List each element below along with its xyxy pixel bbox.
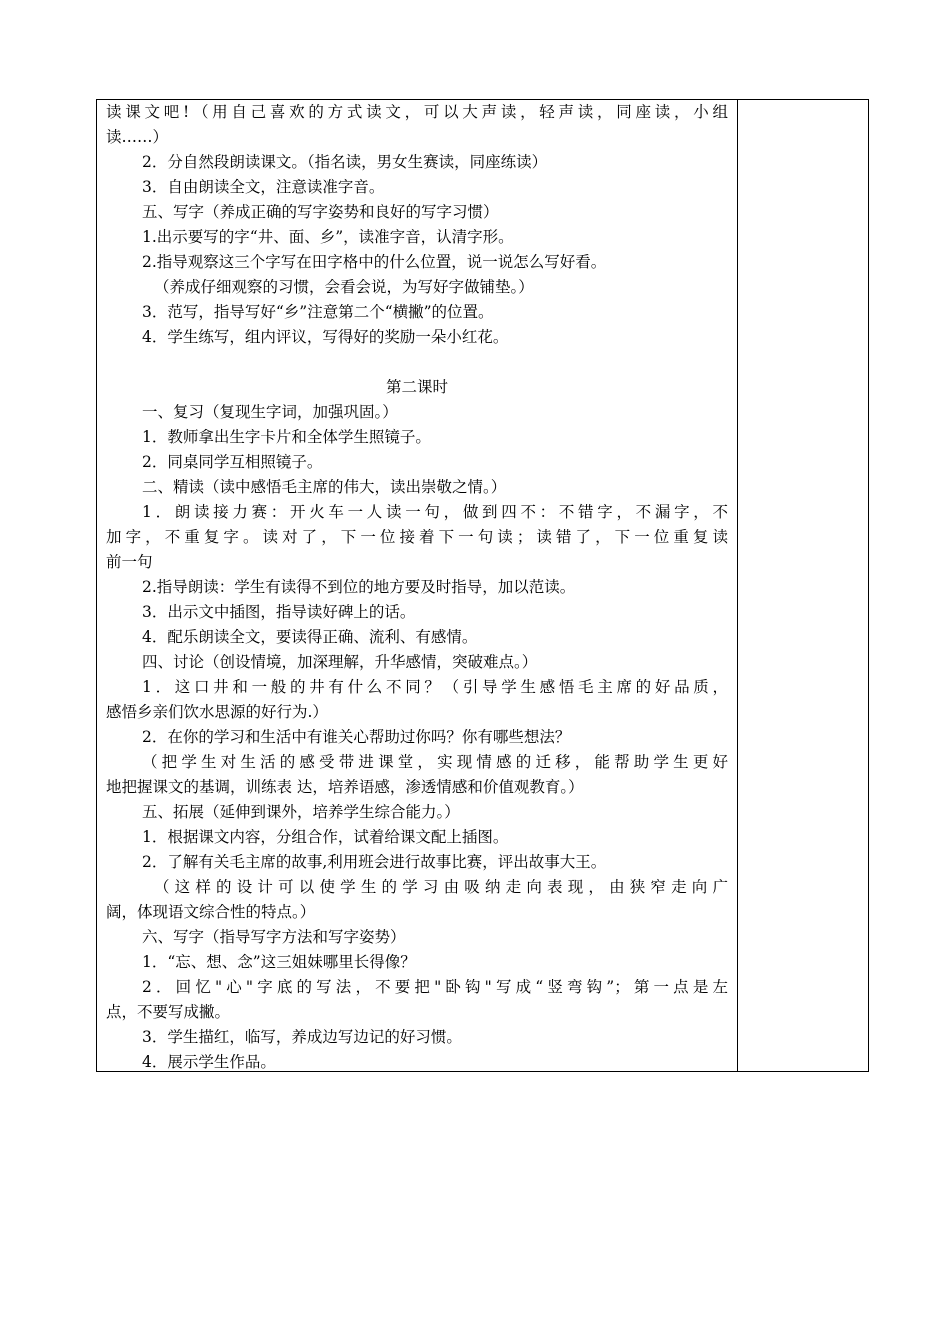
text-line: 1．朗读接力赛：开火车一人读一句，做到四不：不错字，不漏字，不 bbox=[142, 503, 728, 521]
text-line: 3．范写，指导写好“乡”注意第二个“横撇”的位置。 bbox=[142, 303, 494, 321]
text-line: 读课文吧!（用自己喜欢的方式读文，可以大声读，轻声读，同座读，小组 bbox=[106, 103, 728, 121]
section-heading: 四、讨论（创设情境，加深理解，升华感情，突破难点。） bbox=[142, 653, 538, 671]
text-line: 加字，不重复字。读对了，下一位接着下一句读；读错了，下一位重复读 bbox=[106, 528, 728, 546]
text-line: 2.指导观察这三个字写在田字格中的什么位置，说一说怎么写好看。 bbox=[142, 253, 607, 271]
section-heading: 一、复习（复现生字词，加强巩固。） bbox=[142, 403, 398, 421]
text-line: （这样的设计可以使学生的学习由吸纳走向表现，由狭窄走向广 bbox=[154, 878, 728, 896]
text-line: 1．这口井和一般的井有什么不同？（引导学生感悟毛主席的好品质， bbox=[142, 678, 728, 696]
section-heading: 六、写字（指导写字方法和写字姿势） bbox=[142, 928, 406, 946]
text-line: 4．学生练写，组内评议，写得好的奖励一朵小红花。 bbox=[142, 328, 509, 346]
text-line: 3．出示文中插图，指导读好碑上的话。 bbox=[142, 603, 416, 621]
text-line: 2．同桌同学互相照镜子。 bbox=[142, 453, 323, 471]
text-line: 点，不要写成撇。 bbox=[106, 1003, 231, 1021]
text-line: 1．“忘、想、念”这三姐妹哪里长得像？ bbox=[142, 953, 416, 971]
text-line: 2．回忆"心"字底的写法，不要把"卧钩"写成“竖弯钩”；第一点是左 bbox=[142, 978, 728, 996]
section-heading: 五、拓展（延伸到课外，培养学生综合能力。） bbox=[142, 803, 460, 821]
lesson-plan-table bbox=[96, 99, 869, 1072]
text-line: 感悟乡亲们饮水思源的好行为.） bbox=[106, 703, 328, 721]
text-line: 2.指导朗读：学生有读得不到位的地方要及时指导，加以范读。 bbox=[142, 578, 576, 596]
text-line: 地把握课文的基调，训练表 达，培养语感，渗透情感和价值观教育。） bbox=[106, 778, 584, 796]
section-heading: 五、写字（养成正确的写字姿势和良好的写字习惯） bbox=[142, 203, 499, 221]
text-line: 1.出示要写的字“井、面、乡”，读准字音，认清字形。 bbox=[142, 228, 514, 246]
text-line: 1．教师拿出生字卡片和全体学生照镜子。 bbox=[142, 428, 431, 446]
text-line: 1．根据课文内容，分组合作，试着给课文配上插图。 bbox=[142, 828, 509, 846]
text-line: 3．学生描红，临写，养成边写边记的好习惯。 bbox=[142, 1028, 462, 1046]
text-line: 4．展示学生作品。 bbox=[142, 1053, 276, 1071]
notes-cell bbox=[738, 100, 868, 1071]
text-line: 4．配乐朗读全文，要读得正确、流利、有感情。 bbox=[142, 628, 478, 646]
section-heading: 二、精读（读中感悟毛主席的伟大，读出崇敬之情。） bbox=[142, 478, 507, 496]
text-line: 2．在你的学习和生活中有谁关心帮助过你吗？你有哪些想法？ bbox=[142, 728, 571, 746]
text-line: （把学生对生活的感受带进课堂，实现情感的迁移，能帮助学生更好 bbox=[142, 753, 728, 771]
text-line: 3．自由朗读全文，注意读准字音。 bbox=[142, 178, 385, 196]
blank-line bbox=[106, 350, 728, 375]
lesson-title: 第二课时 bbox=[385, 378, 448, 396]
text-line: （养成仔细观察的习惯，会看会说，为写好字做铺垫。） bbox=[154, 278, 534, 296]
text-line: 读……） bbox=[106, 128, 169, 146]
text-line: 2．分自然段朗读课文。（指名读，男女生赛读，同座练读） bbox=[142, 153, 548, 171]
lesson-content-cell bbox=[97, 100, 738, 1071]
text-line: 前一句 bbox=[106, 553, 153, 571]
text-line: 2．了解有关毛主席的故事,利用班会进行故事比赛，评出故事大王。 bbox=[142, 853, 607, 871]
text-line: 阔，体现语文综合性的特点。） bbox=[106, 903, 316, 921]
